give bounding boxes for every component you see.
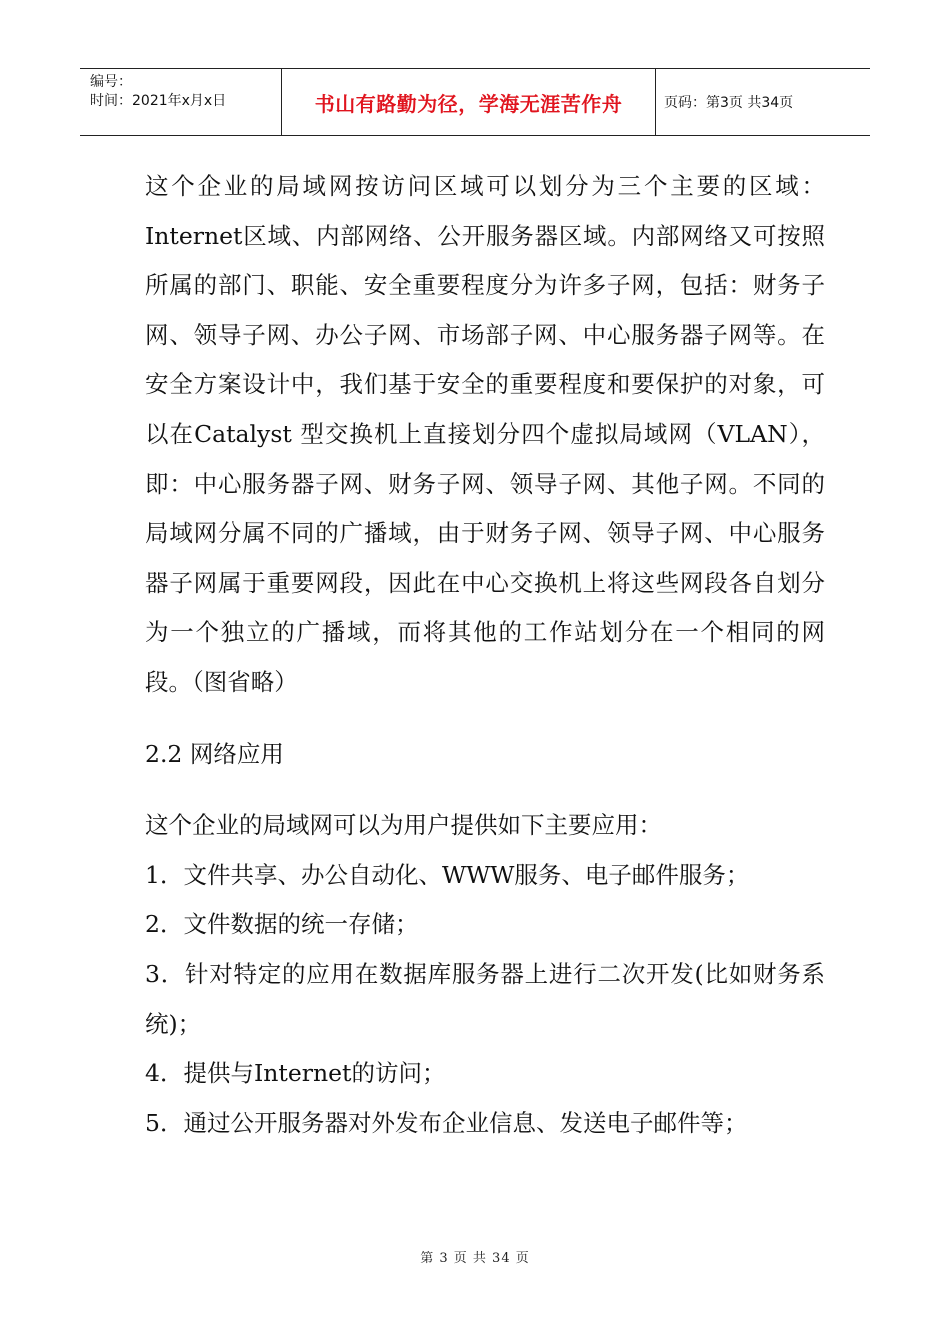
list-item: 4．提供与Internet的访问； <box>145 1059 446 1088</box>
page-footer: 第 3 页 共 34 页 <box>420 1251 530 1266</box>
date-label: 时间：2021年x月x日 <box>90 93 227 109</box>
list-item: 1．文件共享、办公自动化、WWW服务、电子邮件服务； <box>145 860 750 889</box>
section-heading: 2.2 网络应用 <box>145 739 284 768</box>
list-item: 5．通过公开服务器对外发布企业信息、发送电子邮件等； <box>145 1108 748 1137</box>
header-motto: 书山有路勤为径，学海无涯苦作舟 <box>314 91 623 116</box>
page-info-text: 页码：第3页 共34页 <box>664 95 794 111</box>
document-body <box>145 162 825 1148</box>
number-label: 编号： <box>90 74 132 90</box>
header-meta <box>80 69 282 135</box>
header-page-info <box>656 69 870 135</box>
list-item: 3．针对特定的应用在数据库服务器上进行二次开发(比如财务系统)； <box>145 959 825 1038</box>
header-motto-cell <box>282 69 656 135</box>
page-header <box>80 68 870 136</box>
list-item: 2．文件数据的统一存储； <box>145 910 419 939</box>
applications-intro: 这个企业的局域网可以为用户提供如下主要应用： <box>145 811 662 840</box>
paragraph-vlan: 这个企业的局域网按访问区域可以划分为三个主要的区域：Internet区域、内部网络、公开服务器区域。内部网络又可按照所属的部门、职能、安全重要程度分为许多子网，包括：财务子网、领导子网、办公子网、市场部子网、中心服务器子网等。在安全方案设计中，我们基于安全的重要程度和要保护的对象，可以在Catalyst 型交换机上直接划分四个虚拟局域网（VLAN），即：中心服务器子网、财务子网、领导子网、其他子网。不同的局域网分属不同的广播域，由于财务子网、领导子网、中心服务器子网属于重要网段，因此在中心交换机上将这些网段各自划分为一个独立的广播域，而将其他的工作站划分在一个相同的网段。（图省略） <box>145 172 825 696</box>
